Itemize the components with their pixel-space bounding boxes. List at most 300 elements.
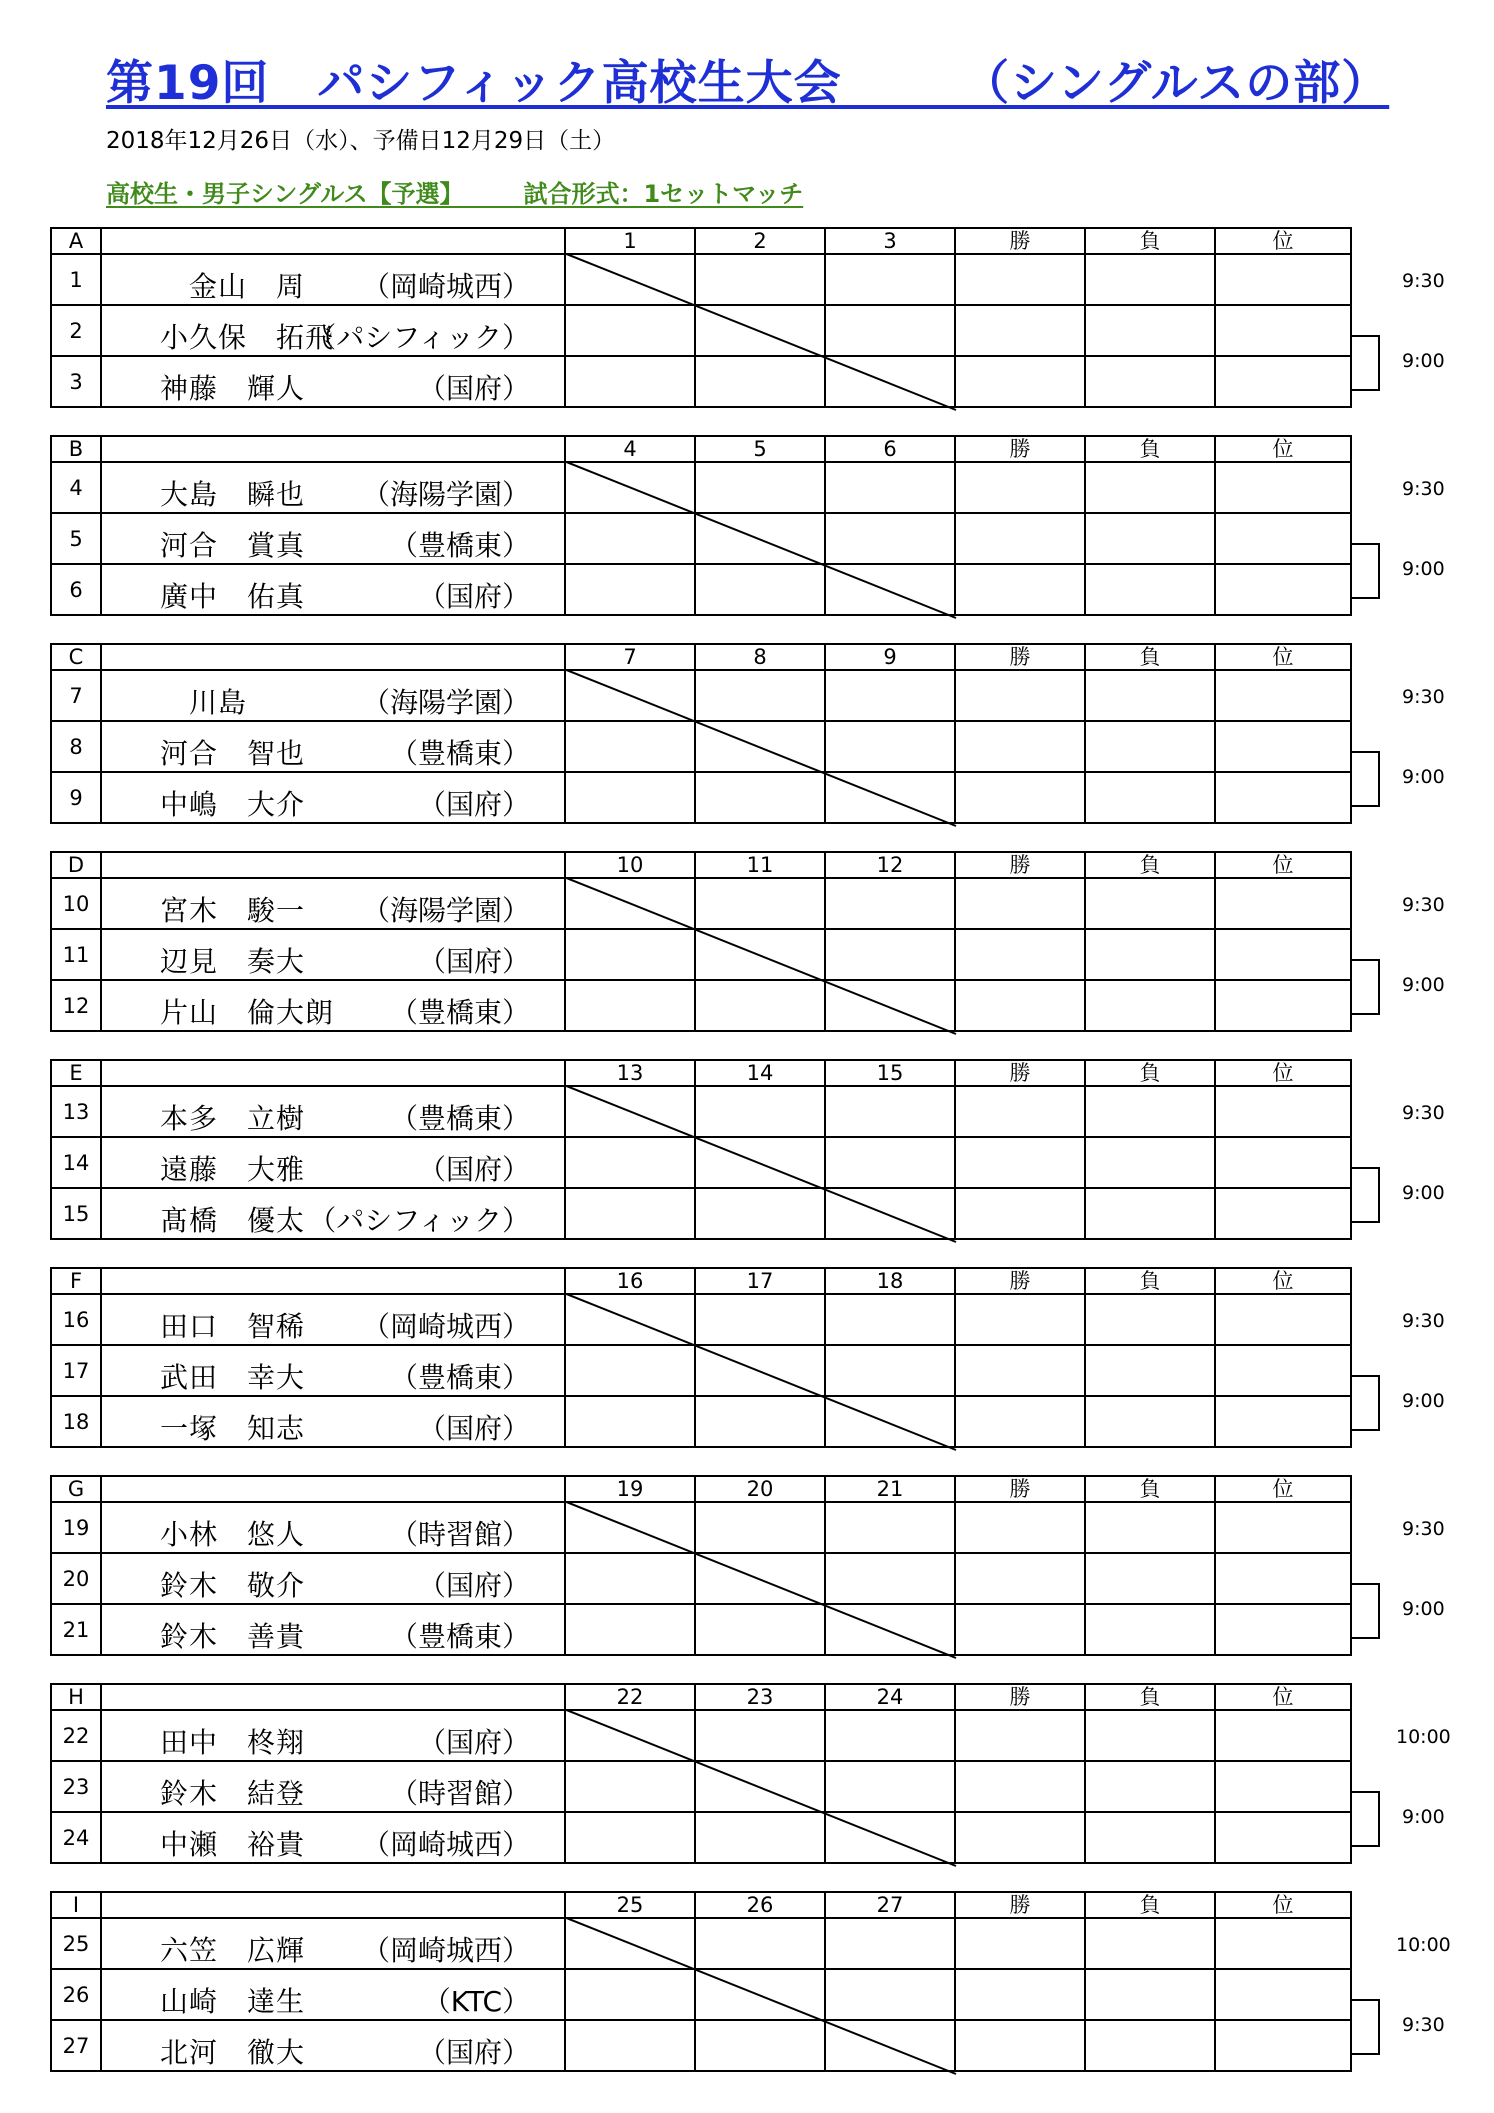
match-col-header: 21 xyxy=(825,1476,955,1502)
player-number: 23 xyxy=(51,1761,101,1812)
score-cell xyxy=(565,1553,695,1604)
player-cell xyxy=(101,980,565,1031)
player-name: 田口 智稀 xyxy=(160,1310,306,1343)
start-time: 9:00 xyxy=(1402,766,1445,788)
group-block xyxy=(50,1683,1350,1868)
time-bracket xyxy=(1350,1375,1380,1431)
player-cell xyxy=(101,1396,565,1447)
score-cell xyxy=(825,1188,955,1239)
score-cell xyxy=(955,2020,1085,2071)
score-cell xyxy=(695,305,825,356)
score-cell xyxy=(825,980,955,1031)
player-number: 6 xyxy=(51,564,101,615)
score-cell xyxy=(825,1710,955,1761)
score-cell xyxy=(955,1396,1085,1447)
player-number: 13 xyxy=(51,1086,101,1137)
player-number: 1 xyxy=(51,254,101,305)
score-cell xyxy=(825,670,955,721)
player-team: （豊橋東） xyxy=(389,529,530,562)
score-cell xyxy=(1215,772,1351,823)
score-cell xyxy=(1215,254,1351,305)
result-col-header: 負 xyxy=(1085,1268,1215,1294)
score-cell xyxy=(695,1294,825,1345)
start-time: 9:00 xyxy=(1402,350,1445,372)
player-name: 川島 xyxy=(160,686,248,719)
player-team: （国府） xyxy=(417,945,530,978)
score-cell xyxy=(825,929,955,980)
player-number: 4 xyxy=(51,462,101,513)
score-cell xyxy=(695,1502,825,1553)
player-number: 14 xyxy=(51,1137,101,1188)
player-name: 河合 智也 xyxy=(160,737,306,770)
result-col-header: 負 xyxy=(1085,644,1215,670)
start-time: 9:00 xyxy=(1402,1182,1445,1204)
player-row xyxy=(51,1502,1351,1553)
score-cell xyxy=(565,1710,695,1761)
score-cell xyxy=(1215,670,1351,721)
player-cell xyxy=(101,1137,565,1188)
score-cell xyxy=(1215,462,1351,513)
score-cell xyxy=(825,1502,955,1553)
group-label: I xyxy=(51,1892,101,1918)
match-col-header: 10 xyxy=(565,852,695,878)
player-number: 16 xyxy=(51,1294,101,1345)
result-col-header: 負 xyxy=(1085,436,1215,462)
score-cell xyxy=(1085,1553,1215,1604)
start-time: 9:00 xyxy=(1402,974,1445,996)
player-cell xyxy=(101,1502,565,1553)
score-cell xyxy=(695,462,825,513)
player-team: （パシフィック） xyxy=(308,321,530,354)
score-cell xyxy=(695,929,825,980)
header-blank xyxy=(101,644,565,670)
player-team: （海陽学園） xyxy=(361,686,530,719)
score-cell xyxy=(695,1396,825,1447)
score-cell xyxy=(825,1294,955,1345)
result-col-header: 負 xyxy=(1085,1476,1215,1502)
score-cell xyxy=(1085,1812,1215,1863)
score-cell xyxy=(695,1553,825,1604)
score-cell xyxy=(695,1086,825,1137)
match-col-header: 1 xyxy=(565,228,695,254)
match-col-header: 14 xyxy=(695,1060,825,1086)
player-team: （国府） xyxy=(417,372,530,405)
player-cell xyxy=(101,1604,565,1655)
score-cell xyxy=(695,513,825,564)
start-time: 9:30 xyxy=(1402,894,1445,916)
player-cell xyxy=(101,929,565,980)
match-col-header: 19 xyxy=(565,1476,695,1502)
group-block xyxy=(50,1475,1350,1660)
start-time: 9:00 xyxy=(1402,558,1445,580)
result-col-header: 位 xyxy=(1215,1268,1351,1294)
player-row xyxy=(51,1086,1351,1137)
player-team: （国府） xyxy=(417,788,530,821)
score-cell xyxy=(565,305,695,356)
match-col-header: 22 xyxy=(565,1684,695,1710)
start-time: 9:00 xyxy=(1402,1806,1445,1828)
score-cell xyxy=(1085,980,1215,1031)
player-team: （豊橋東） xyxy=(389,1361,530,1394)
player-number: 17 xyxy=(51,1345,101,1396)
header-blank xyxy=(101,1060,565,1086)
player-number: 19 xyxy=(51,1502,101,1553)
player-row xyxy=(51,462,1351,513)
group-block xyxy=(50,1267,1350,1452)
player-cell xyxy=(101,1812,565,1863)
score-cell xyxy=(1085,254,1215,305)
score-cell xyxy=(1215,564,1351,615)
player-name: 六笠 広輝 xyxy=(160,1934,306,1967)
player-number: 21 xyxy=(51,1604,101,1655)
match-col-header: 16 xyxy=(565,1268,695,1294)
page-title: 第19回 パシフィック高校生大会 （シングルスの部） xyxy=(106,56,1390,111)
score-cell xyxy=(825,1918,955,1969)
score-cell xyxy=(1085,1761,1215,1812)
score-cell xyxy=(565,1761,695,1812)
player-row xyxy=(51,1553,1351,1604)
header-blank xyxy=(101,228,565,254)
time-bracket xyxy=(1350,1791,1380,1847)
score-cell xyxy=(1215,305,1351,356)
event-date: 2018年12月26日（水）、予備日12月29日（土） xyxy=(106,128,616,154)
score-cell xyxy=(1085,1502,1215,1553)
player-row xyxy=(51,1812,1351,1863)
time-bracket xyxy=(1350,543,1380,599)
score-cell xyxy=(1085,1137,1215,1188)
score-cell xyxy=(955,305,1085,356)
score-cell xyxy=(825,878,955,929)
player-row xyxy=(51,2020,1351,2071)
player-cell xyxy=(101,878,565,929)
score-cell xyxy=(695,721,825,772)
player-team: （時習館） xyxy=(389,1518,530,1551)
player-row xyxy=(51,929,1351,980)
group-block xyxy=(50,227,1350,412)
score-cell xyxy=(1215,1396,1351,1447)
start-time: 10:00 xyxy=(1396,1726,1451,1748)
score-cell xyxy=(955,1710,1085,1761)
result-col-header: 勝 xyxy=(955,644,1085,670)
score-cell xyxy=(695,1137,825,1188)
player-name: 金山 周 xyxy=(160,270,306,303)
group-label: D xyxy=(51,852,101,878)
player-row xyxy=(51,1396,1351,1447)
player-team: （国府） xyxy=(417,1726,530,1759)
score-cell xyxy=(565,254,695,305)
player-number: 10 xyxy=(51,878,101,929)
player-name: 山崎 達生 xyxy=(160,1985,306,2018)
player-cell xyxy=(101,772,565,823)
player-row xyxy=(51,878,1351,929)
score-cell xyxy=(1215,1918,1351,1969)
result-col-header: 位 xyxy=(1215,1060,1351,1086)
score-cell xyxy=(955,670,1085,721)
score-cell xyxy=(825,356,955,407)
player-name: 中嶋 大介 xyxy=(160,788,306,821)
start-time: 9:30 xyxy=(1402,686,1445,708)
group-label: E xyxy=(51,1060,101,1086)
score-cell xyxy=(825,1086,955,1137)
player-name: 髙橋 優太 xyxy=(160,1204,306,1237)
player-team: （時習館） xyxy=(389,1777,530,1810)
group-label: B xyxy=(51,436,101,462)
score-cell xyxy=(1085,721,1215,772)
player-number: 7 xyxy=(51,670,101,721)
score-cell xyxy=(1085,1188,1215,1239)
player-name: 辺見 奏大 xyxy=(160,945,306,978)
start-time: 9:30 xyxy=(1402,2014,1445,2036)
score-cell xyxy=(695,356,825,407)
score-cell xyxy=(955,564,1085,615)
player-cell xyxy=(101,462,565,513)
player-name: 廣中 佑真 xyxy=(160,580,306,613)
score-cell xyxy=(565,356,695,407)
group-table xyxy=(50,1059,1352,1240)
score-cell xyxy=(695,1188,825,1239)
score-cell xyxy=(1215,980,1351,1031)
time-bracket xyxy=(1350,1583,1380,1639)
score-cell xyxy=(955,513,1085,564)
player-row xyxy=(51,1137,1351,1188)
score-cell xyxy=(695,564,825,615)
score-cell xyxy=(1215,356,1351,407)
header-blank xyxy=(101,436,565,462)
group-table xyxy=(50,1683,1352,1864)
result-col-header: 位 xyxy=(1215,436,1351,462)
score-cell xyxy=(955,772,1085,823)
score-cell xyxy=(565,1396,695,1447)
score-cell xyxy=(955,1761,1085,1812)
player-cell xyxy=(101,305,565,356)
player-team: （岡崎城西） xyxy=(361,1310,530,1343)
match-col-header: 9 xyxy=(825,644,955,670)
score-cell xyxy=(1085,356,1215,407)
group-table xyxy=(50,643,1352,824)
player-name: 神藤 輝人 xyxy=(160,372,306,405)
player-row xyxy=(51,1604,1351,1655)
player-row xyxy=(51,254,1351,305)
match-col-header: 11 xyxy=(695,852,825,878)
score-cell xyxy=(695,1761,825,1812)
start-time: 9:00 xyxy=(1402,1598,1445,1620)
score-cell xyxy=(565,1604,695,1655)
score-cell xyxy=(565,1137,695,1188)
match-col-header: 8 xyxy=(695,644,825,670)
score-cell xyxy=(825,1969,955,2020)
score-cell xyxy=(565,929,695,980)
score-cell xyxy=(955,462,1085,513)
player-team: （国府） xyxy=(417,1412,530,1445)
score-cell xyxy=(1215,1604,1351,1655)
score-cell xyxy=(1215,1502,1351,1553)
group-table xyxy=(50,1475,1352,1656)
result-col-header: 負 xyxy=(1085,1060,1215,1086)
score-cell xyxy=(825,721,955,772)
group-block xyxy=(50,1891,1350,2076)
header-blank xyxy=(101,1268,565,1294)
player-cell xyxy=(101,1969,565,2020)
score-cell xyxy=(955,878,1085,929)
start-time: 9:30 xyxy=(1402,1102,1445,1124)
match-col-header: 7 xyxy=(565,644,695,670)
score-cell xyxy=(1085,1710,1215,1761)
score-cell xyxy=(825,2020,955,2071)
player-team: （国府） xyxy=(417,580,530,613)
player-team: （岡崎城西） xyxy=(361,1934,530,1967)
player-number: 15 xyxy=(51,1188,101,1239)
result-col-header: 勝 xyxy=(955,1476,1085,1502)
player-row xyxy=(51,305,1351,356)
player-row xyxy=(51,356,1351,407)
match-col-header: 20 xyxy=(695,1476,825,1502)
player-cell xyxy=(101,670,565,721)
score-cell xyxy=(825,462,955,513)
player-team: （国府） xyxy=(417,1153,530,1186)
match-col-header: 3 xyxy=(825,228,955,254)
match-col-header: 6 xyxy=(825,436,955,462)
score-cell xyxy=(955,1137,1085,1188)
score-cell xyxy=(695,772,825,823)
player-row xyxy=(51,721,1351,772)
result-col-header: 勝 xyxy=(955,1892,1085,1918)
score-cell xyxy=(1085,772,1215,823)
player-team: （海陽学園） xyxy=(361,894,530,927)
player-number: 18 xyxy=(51,1396,101,1447)
player-name: 大島 瞬也 xyxy=(160,478,306,511)
player-row xyxy=(51,1761,1351,1812)
score-cell xyxy=(1085,564,1215,615)
score-cell xyxy=(825,772,955,823)
group-label: A xyxy=(51,228,101,254)
score-cell xyxy=(1085,670,1215,721)
player-name: 宮木 駿一 xyxy=(160,894,306,927)
match-col-header: 25 xyxy=(565,1892,695,1918)
result-col-header: 位 xyxy=(1215,1892,1351,1918)
player-cell xyxy=(101,721,565,772)
score-cell xyxy=(825,1396,955,1447)
score-cell xyxy=(565,1918,695,1969)
player-team: （豊橋東） xyxy=(389,1620,530,1653)
match-col-header: 5 xyxy=(695,436,825,462)
score-cell xyxy=(565,1502,695,1553)
start-time: 9:30 xyxy=(1402,270,1445,292)
score-cell xyxy=(565,564,695,615)
player-cell xyxy=(101,2020,565,2071)
score-cell xyxy=(1215,1188,1351,1239)
result-col-header: 位 xyxy=(1215,644,1351,670)
player-number: 24 xyxy=(51,1812,101,1863)
player-name: 一塚 知志 xyxy=(160,1412,306,1445)
result-col-header: 勝 xyxy=(955,1060,1085,1086)
player-row xyxy=(51,1345,1351,1396)
score-cell xyxy=(565,980,695,1031)
score-cell xyxy=(955,980,1085,1031)
player-number: 8 xyxy=(51,721,101,772)
event-subtitle: 高校生・男子シングルス【予選】 試合形式：1セットマッチ xyxy=(106,180,804,208)
player-number: 26 xyxy=(51,1969,101,2020)
group-block xyxy=(50,435,1350,620)
score-cell xyxy=(565,1086,695,1137)
player-row xyxy=(51,670,1351,721)
result-col-header: 負 xyxy=(1085,1684,1215,1710)
score-cell xyxy=(955,1969,1085,2020)
score-cell xyxy=(565,1969,695,2020)
player-number: 5 xyxy=(51,513,101,564)
score-cell xyxy=(565,670,695,721)
player-row xyxy=(51,1294,1351,1345)
player-team: （海陽学園） xyxy=(361,478,530,511)
score-cell xyxy=(695,1345,825,1396)
score-cell xyxy=(1215,929,1351,980)
score-cell xyxy=(565,1345,695,1396)
group-table xyxy=(50,851,1352,1032)
score-cell xyxy=(1215,1345,1351,1396)
player-name: 鈴木 敬介 xyxy=(160,1569,306,1602)
player-number: 25 xyxy=(51,1918,101,1969)
score-cell xyxy=(1085,462,1215,513)
group-block xyxy=(50,851,1350,1036)
score-cell xyxy=(1215,1969,1351,2020)
result-col-header: 勝 xyxy=(955,436,1085,462)
player-number: 2 xyxy=(51,305,101,356)
score-cell xyxy=(825,1761,955,1812)
score-cell xyxy=(1215,1812,1351,1863)
time-bracket xyxy=(1350,335,1380,391)
group-table xyxy=(50,227,1352,408)
score-cell xyxy=(955,721,1085,772)
group-label: G xyxy=(51,1476,101,1502)
player-number: 22 xyxy=(51,1710,101,1761)
score-cell xyxy=(825,254,955,305)
score-cell xyxy=(825,1137,955,1188)
score-cell xyxy=(1085,1396,1215,1447)
player-team: （豊橋東） xyxy=(389,1102,530,1135)
match-col-header: 15 xyxy=(825,1060,955,1086)
score-cell xyxy=(565,2020,695,2071)
score-cell xyxy=(1085,878,1215,929)
player-cell xyxy=(101,356,565,407)
match-col-header: 18 xyxy=(825,1268,955,1294)
player-name: 北河 徹大 xyxy=(160,2036,306,2069)
score-cell xyxy=(1215,1761,1351,1812)
player-cell xyxy=(101,564,565,615)
player-team: （国府） xyxy=(417,1569,530,1602)
score-cell xyxy=(1085,513,1215,564)
group-table xyxy=(50,435,1352,616)
score-cell xyxy=(1085,2020,1215,2071)
score-cell xyxy=(825,305,955,356)
score-cell xyxy=(565,513,695,564)
player-row xyxy=(51,1188,1351,1239)
score-cell xyxy=(955,356,1085,407)
score-cell xyxy=(1215,1294,1351,1345)
time-bracket xyxy=(1350,751,1380,807)
result-col-header: 勝 xyxy=(955,852,1085,878)
match-col-header: 23 xyxy=(695,1684,825,1710)
match-col-header: 26 xyxy=(695,1892,825,1918)
player-name: 武田 幸大 xyxy=(160,1361,306,1394)
score-cell xyxy=(825,1812,955,1863)
player-row xyxy=(51,513,1351,564)
player-row xyxy=(51,1969,1351,2020)
score-cell xyxy=(1085,1604,1215,1655)
score-cell xyxy=(1085,305,1215,356)
group-label: F xyxy=(51,1268,101,1294)
player-name: 河合 賞真 xyxy=(160,529,306,562)
match-col-header: 17 xyxy=(695,1268,825,1294)
score-cell xyxy=(825,513,955,564)
